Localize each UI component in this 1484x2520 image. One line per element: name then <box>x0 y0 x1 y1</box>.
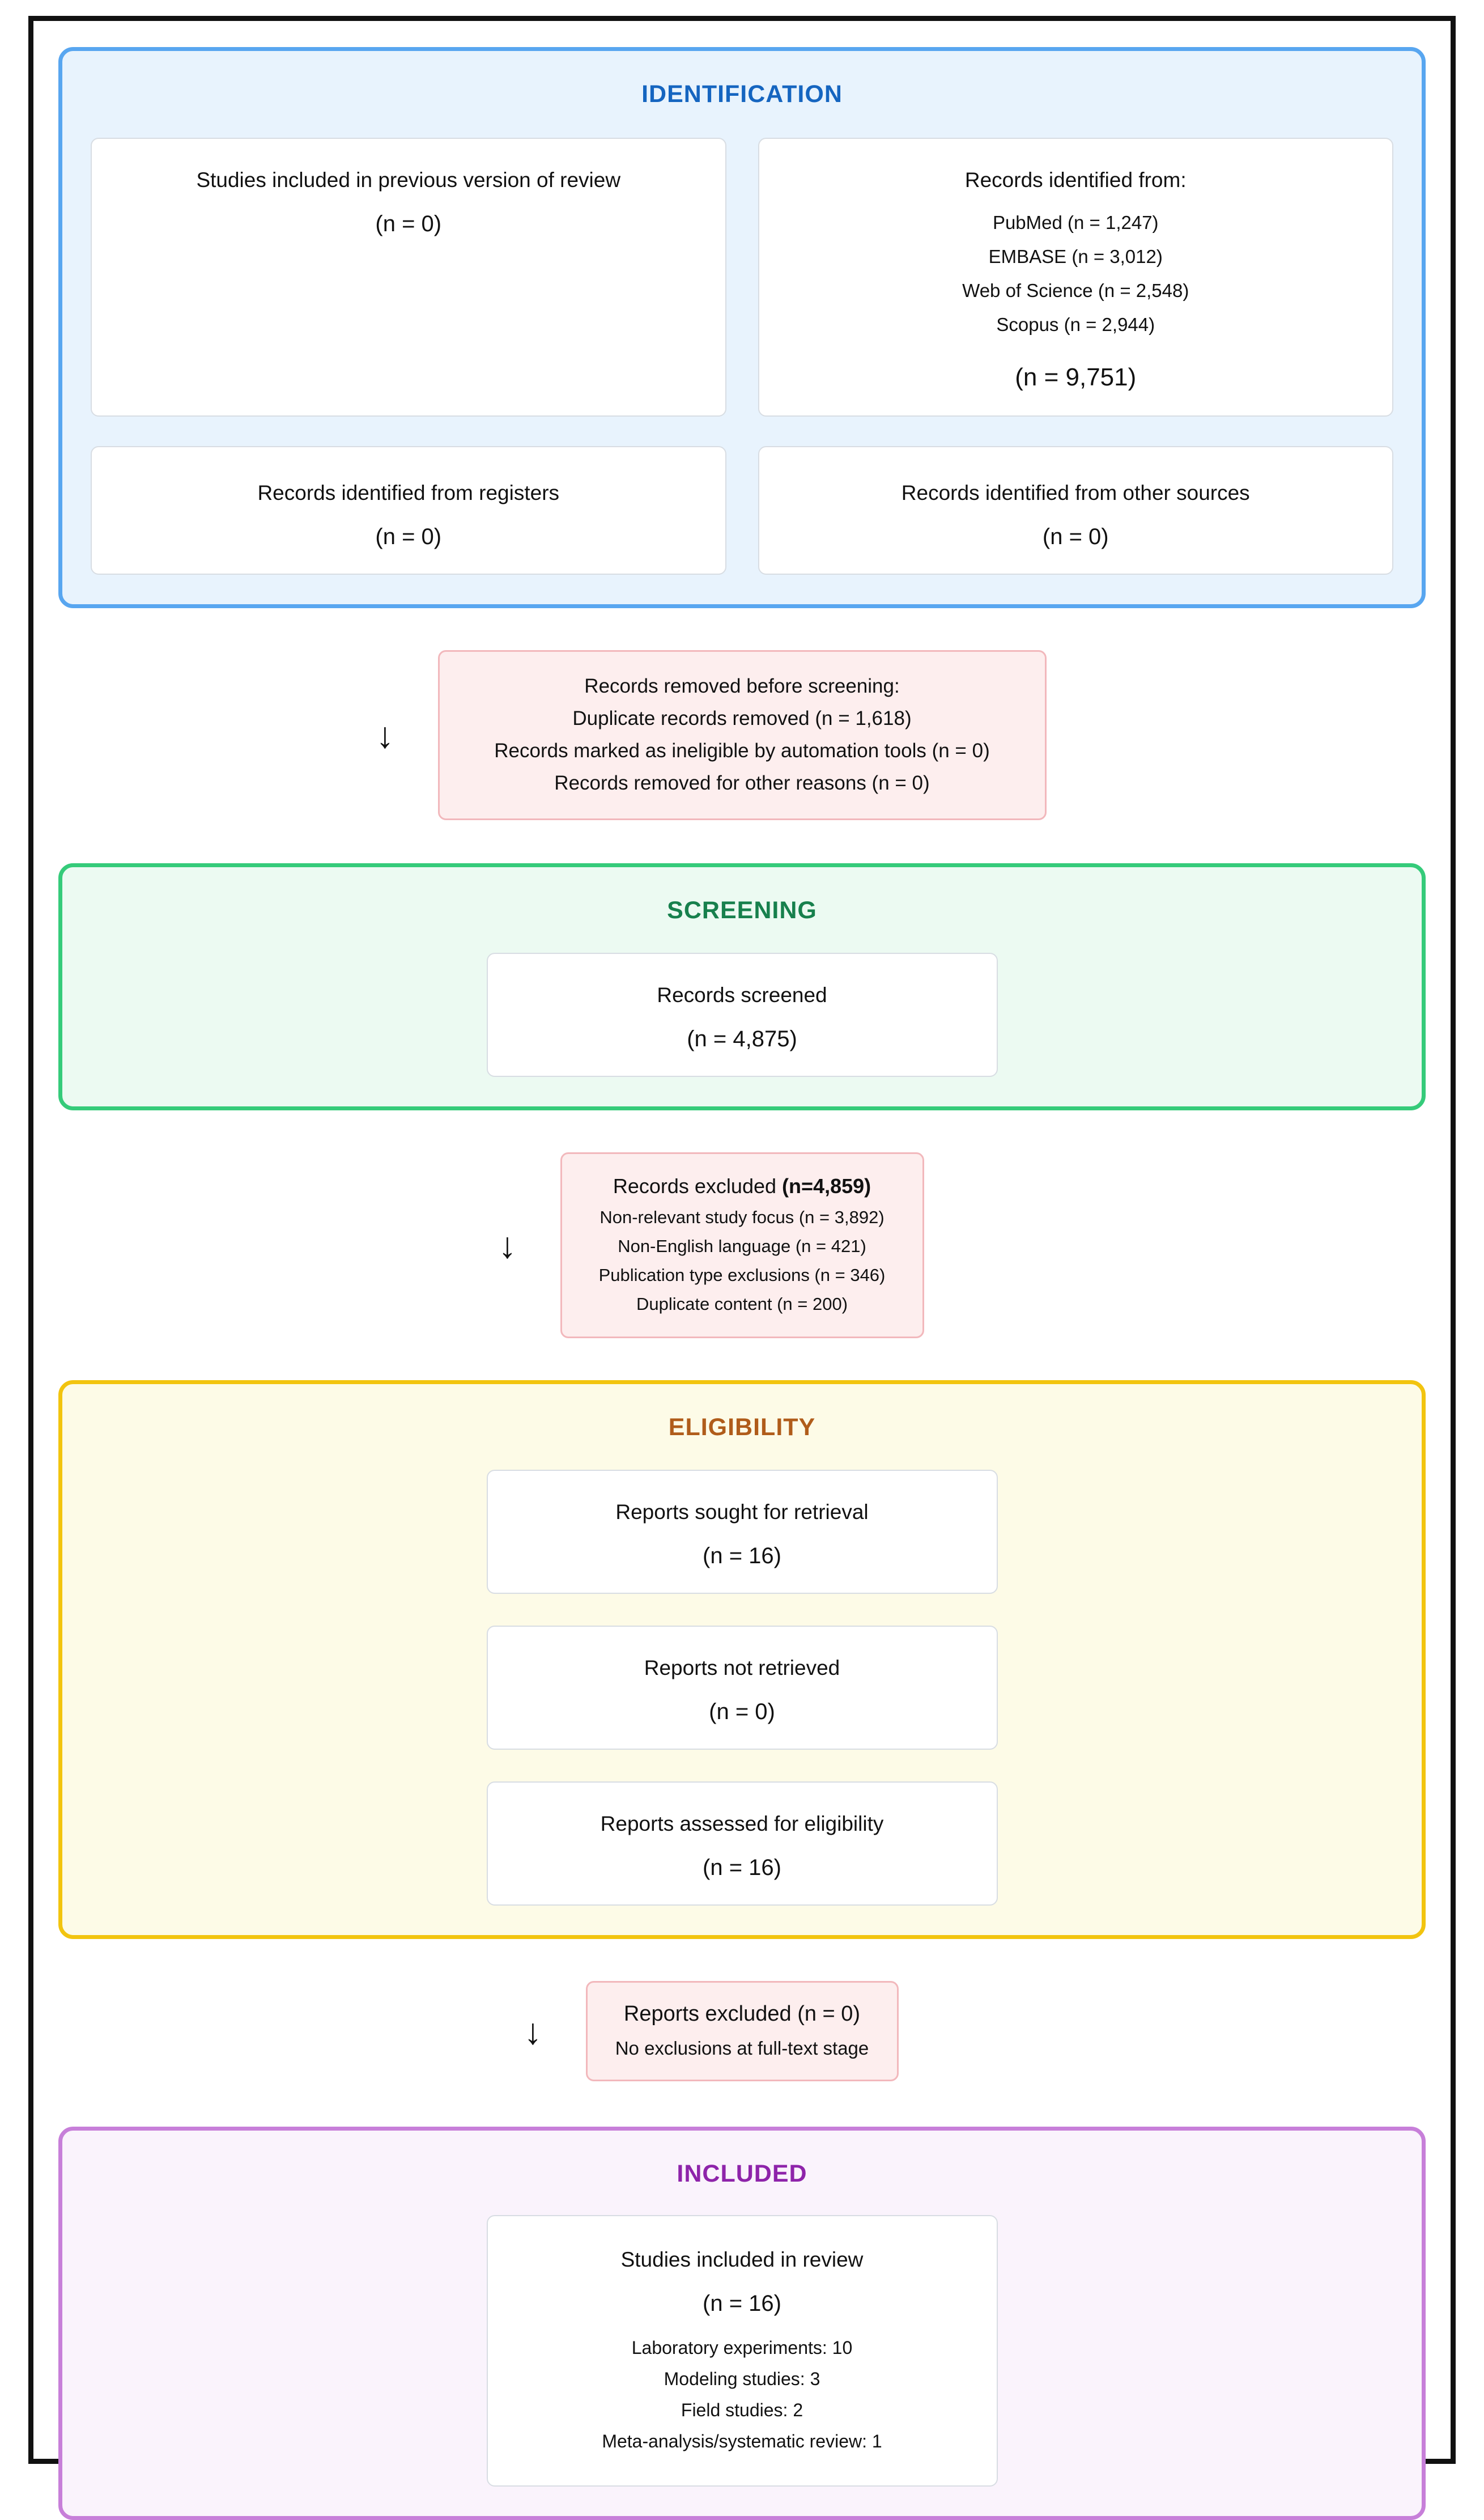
reports-excluded-header: Reports excluded (n = 0) <box>623 2002 861 2026</box>
eligibility-title: ELIGIBILITY <box>668 1414 816 1441</box>
source-embase: EMBASE (n = 3,012) <box>988 246 1163 267</box>
records-excluded-header-text: Records excluded <box>613 1174 777 1198</box>
registers-box <box>91 446 726 575</box>
reports-excluded-note: No exclusions at full-text stage <box>615 2038 869 2059</box>
other-sources-box <box>758 446 1394 575</box>
reports-not-retrieved-count: (n = 0) <box>709 1699 775 1724</box>
reports-assessed-count: (n = 16) <box>703 1855 781 1880</box>
included-meta-analysis: Meta-analysis/systematic review: 1 <box>602 2431 882 2451</box>
removed-duplicates: Duplicate records removed (n = 1,618) <box>572 707 912 729</box>
removed-header: Records removed before screening: <box>584 675 900 697</box>
removed-other-reasons: Records removed for other reasons (n = 0) <box>554 772 930 794</box>
records-identified-total: (n = 9,751) <box>1015 363 1137 391</box>
other-sources-count: (n = 0) <box>1042 524 1109 549</box>
eligibility-section <box>58 1380 1426 1939</box>
identification-section <box>58 47 1426 608</box>
screening-section <box>58 863 1426 1110</box>
down-arrow-icon: ↓ <box>524 2010 542 2052</box>
eligibility-stack <box>91 1470 1393 1906</box>
excluded-reason-publication-type: Publication type exclusions (n = 346) <box>598 1265 886 1285</box>
registers-label: Records identified from registers <box>257 481 560 504</box>
removed-automation: Records marked as ineligible by automation tools (n = 0) <box>494 740 990 762</box>
excluded-reason-focus: Non-relevant study focus (n = 3,892) <box>599 1207 885 1227</box>
included-title: INCLUDED <box>677 2160 807 2187</box>
screening-title: SCREENING <box>667 897 817 924</box>
records-screened-count: (n = 4,875) <box>687 1026 797 1051</box>
reports-sought-box <box>487 1470 998 1594</box>
records-screened-box <box>487 953 998 1077</box>
reports-sought-label: Reports sought for retrieval <box>615 1500 869 1524</box>
database-source-list <box>782 206 1370 342</box>
down-arrow-icon: ↓ <box>376 715 394 756</box>
studies-included-label: Studies included in review <box>620 2248 864 2271</box>
source-pubmed: PubMed (n = 1,247) <box>992 212 1159 233</box>
down-arrow-icon: ↓ <box>498 1225 517 1266</box>
reports-excluded-box <box>524 1981 899 2081</box>
records-excluded-row <box>58 1152 1426 1338</box>
records-excluded-header <box>588 1170 897 1203</box>
prisma-flow-diagram <box>28 16 1456 2464</box>
source-scopus: Scopus (n = 2,944) <box>996 314 1155 335</box>
studies-included-count: (n = 16) <box>703 2291 781 2316</box>
previous-studies-count: (n = 0) <box>375 211 442 236</box>
records-excluded-header-count: (n=4,859) <box>782 1174 871 1198</box>
records-identified-label: Records identified from: <box>964 168 1187 192</box>
previous-studies-box <box>91 138 726 417</box>
other-sources-label: Records identified from other sources <box>901 481 1250 504</box>
records-identified-box <box>758 138 1394 417</box>
identification-grid <box>91 138 1393 575</box>
reports-assessed-box <box>487 1781 998 1906</box>
records-screened-label: Records screened <box>657 983 827 1007</box>
excluded-reason-language: Non-English language (n = 421) <box>618 1236 866 1256</box>
excluded-reason-duplicate: Duplicate content (n = 200) <box>636 1294 848 1314</box>
reports-excluded-row <box>58 1981 1426 2081</box>
included-breakdown-list <box>511 2332 974 2457</box>
source-web-of-science: Web of Science (n = 2,548) <box>962 280 1189 301</box>
records-excluded-box <box>498 1152 924 1338</box>
included-field-studies: Field studies: 2 <box>681 2400 803 2420</box>
included-lab-experiments: Laboratory experiments: 10 <box>631 2337 853 2358</box>
reports-not-retrieved-label: Reports not retrieved <box>644 1656 840 1679</box>
identification-title: IDENTIFICATION <box>641 80 843 108</box>
removed-before-screening-box <box>376 650 1047 820</box>
studies-included-box <box>487 2215 998 2487</box>
previous-studies-label: Studies included in previous version of review <box>196 168 621 192</box>
included-section <box>58 2127 1426 2520</box>
included-modeling-studies: Modeling studies: 3 <box>664 2369 820 2389</box>
reports-assessed-label: Reports assessed for eligibility <box>600 1812 884 1835</box>
removed-before-screening-row <box>58 650 1426 820</box>
registers-count: (n = 0) <box>375 524 442 549</box>
reports-not-retrieved-box <box>487 1626 998 1750</box>
reports-sought-count: (n = 16) <box>703 1543 781 1568</box>
